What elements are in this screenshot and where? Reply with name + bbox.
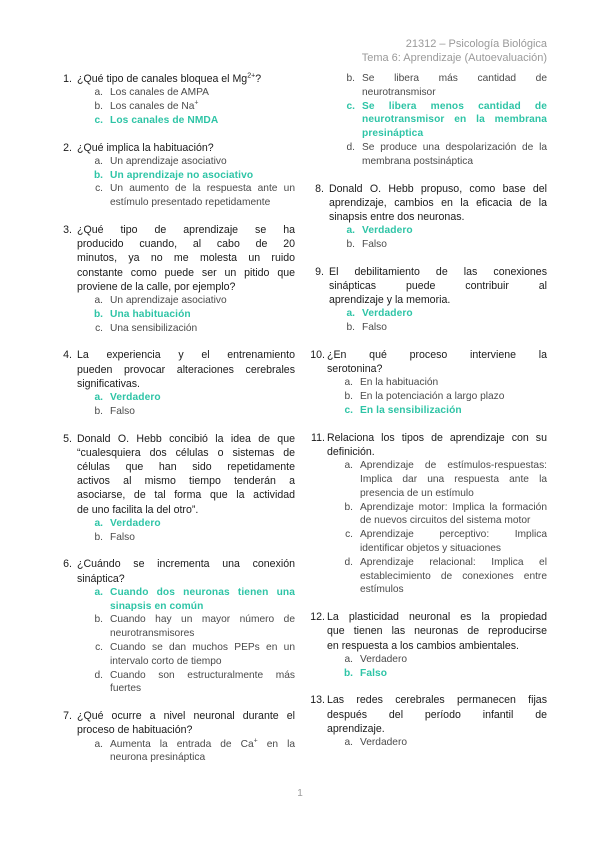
option-text bbox=[110, 391, 295, 405]
options-list bbox=[327, 459, 547, 597]
option-text bbox=[362, 321, 547, 335]
question-line: que tienen las neuronas de reproducirse bbox=[327, 625, 547, 638]
option-letter: a. bbox=[346, 225, 355, 237]
question-text-part: ¿Qué implica la habituación? bbox=[77, 141, 214, 154]
options-list bbox=[327, 376, 547, 417]
option-text-part: Falso bbox=[360, 667, 388, 679]
question-text bbox=[77, 72, 295, 86]
correct-option bbox=[329, 307, 547, 321]
question bbox=[54, 348, 295, 418]
correct-option bbox=[329, 224, 547, 238]
option-letter: b. bbox=[344, 501, 353, 513]
option-letter: a. bbox=[344, 653, 353, 665]
question-line: definición. bbox=[327, 445, 375, 458]
option-letter: a. bbox=[344, 377, 353, 389]
correct-option bbox=[327, 404, 547, 418]
option-text bbox=[110, 308, 295, 322]
option-letter: c. bbox=[344, 404, 353, 416]
topic-title: Tema 6: Aprendizaje (Autoevaluación) bbox=[361, 52, 547, 64]
option-text bbox=[110, 517, 295, 531]
question-body bbox=[327, 610, 547, 680]
option bbox=[329, 72, 547, 100]
option-text bbox=[362, 141, 547, 169]
question-number: 11. bbox=[311, 431, 325, 444]
question-line: significativas. bbox=[77, 377, 140, 390]
option-text bbox=[360, 736, 547, 750]
option-letter: a. bbox=[94, 392, 103, 403]
superscript: + bbox=[194, 99, 199, 107]
question-body bbox=[77, 557, 295, 696]
question-text bbox=[327, 693, 547, 736]
option-text bbox=[110, 405, 295, 419]
option bbox=[77, 182, 295, 210]
option-letter: a. bbox=[94, 295, 103, 306]
question-line: aprendizaje. bbox=[327, 722, 385, 735]
option-text bbox=[360, 459, 547, 500]
option-letter: b. bbox=[94, 405, 103, 417]
question-number: 6. bbox=[63, 558, 72, 571]
option bbox=[77, 294, 295, 308]
option-text-part: Los canales de AMPA bbox=[110, 87, 209, 99]
option-letter: b. bbox=[93, 169, 103, 181]
question-number: 8. bbox=[315, 182, 324, 195]
option-letter: b. bbox=[346, 238, 355, 250]
page-number: 1 bbox=[297, 788, 303, 799]
question-line: sinapsis entre dos neuronas. bbox=[329, 210, 465, 223]
option-text bbox=[360, 556, 547, 597]
option bbox=[77, 669, 295, 697]
option-text-part: Falso bbox=[110, 531, 135, 543]
option-text bbox=[110, 322, 295, 336]
option-text bbox=[360, 667, 547, 681]
option-text-part: En la sensibilización bbox=[360, 404, 462, 416]
option-text bbox=[360, 653, 547, 667]
option-text bbox=[110, 738, 295, 766]
option bbox=[327, 459, 547, 500]
question bbox=[54, 223, 295, 335]
question-line: Donald O. Hebb propuso, como base del bbox=[329, 182, 547, 195]
option bbox=[327, 528, 547, 556]
question bbox=[54, 141, 295, 210]
option-text-part: Un aprendizaje no asociativo bbox=[110, 169, 254, 181]
option-letter: a. bbox=[94, 87, 103, 99]
option-text-part: Una sensibilización bbox=[110, 322, 198, 334]
question-line: en respuesta a los cambios ambientales. bbox=[327, 639, 519, 652]
question bbox=[306, 610, 547, 680]
right-column bbox=[306, 72, 547, 763]
option-text-part: Verdadero bbox=[362, 225, 413, 237]
option-text bbox=[360, 404, 547, 418]
question-line: serotonina? bbox=[327, 363, 383, 376]
question-number: 9. bbox=[315, 265, 324, 278]
option-letter: c. bbox=[95, 322, 103, 334]
question-text bbox=[329, 265, 547, 308]
options-list bbox=[329, 307, 547, 335]
option-text bbox=[110, 294, 295, 308]
option-text bbox=[110, 86, 295, 100]
question bbox=[306, 182, 547, 252]
question-line: ¿Qué ocurre a nivel neuronal durante el bbox=[77, 710, 295, 723]
options-list bbox=[329, 72, 547, 169]
question-line: La plasticidad neuronal es la propiedad bbox=[327, 611, 547, 624]
correct-option bbox=[327, 667, 547, 681]
option-letter: a. bbox=[344, 460, 353, 472]
question-text bbox=[77, 348, 295, 391]
option-letter: a. bbox=[94, 155, 103, 167]
option-text-part: Los canales de Na bbox=[110, 101, 195, 112]
options-list bbox=[77, 586, 295, 696]
question-line: ¿En qué proceso interviene la bbox=[327, 348, 547, 361]
question-number: 7. bbox=[63, 710, 72, 723]
question-number: 5. bbox=[63, 432, 72, 445]
question-line: sinápticas puede contribuir al bbox=[329, 279, 547, 292]
question bbox=[306, 431, 547, 597]
question-text bbox=[77, 141, 295, 155]
option-text bbox=[362, 100, 547, 141]
options-list bbox=[77, 517, 295, 545]
correct-option bbox=[77, 308, 295, 322]
course-title: 21312 – Psicología Biológica bbox=[405, 38, 547, 50]
option-text bbox=[362, 307, 547, 321]
option-text bbox=[110, 613, 295, 641]
question-line: La experiencia y el entrenamiento bbox=[77, 349, 295, 362]
option-letter: d. bbox=[94, 669, 103, 681]
option-text-part: Falso bbox=[362, 322, 387, 334]
option bbox=[77, 322, 295, 336]
question-number bbox=[306, 72, 329, 169]
option-letter: c. bbox=[95, 642, 103, 653]
option-letter: a. bbox=[94, 517, 103, 529]
option-text-part: Aprendizaje relacional: Implica el establecimiento de conexiones entre estímulos bbox=[360, 556, 547, 596]
options-list bbox=[77, 155, 295, 210]
question-body bbox=[77, 709, 295, 765]
option-text-part: Aprendizaje perceptivo: Implica identificar objetos y situaciones bbox=[360, 529, 547, 554]
question-line: pueden provocar alteraciones cerebrales bbox=[77, 363, 295, 376]
correct-option bbox=[77, 586, 295, 614]
option-text bbox=[110, 182, 295, 210]
question-body bbox=[327, 431, 547, 597]
question bbox=[306, 72, 547, 169]
question-body bbox=[327, 348, 547, 418]
option-text-part: En la habituación bbox=[360, 377, 439, 389]
question-body bbox=[327, 693, 547, 749]
option-text bbox=[110, 531, 295, 545]
option-letter: b. bbox=[343, 667, 353, 679]
option-text-part: en la neurona presináptica bbox=[110, 738, 296, 764]
option-text bbox=[360, 390, 547, 404]
option-letter: c. bbox=[95, 183, 103, 195]
question-line: El debilitamiento de las conexiones bbox=[329, 265, 547, 278]
document-header bbox=[362, 37, 547, 65]
option bbox=[327, 376, 547, 390]
correct-option bbox=[77, 114, 295, 128]
left-column bbox=[54, 72, 295, 778]
option-text-part: Verdadero bbox=[362, 308, 413, 320]
question-line: Las redes cerebrales permanecen fijas bbox=[327, 694, 547, 707]
option-text-part: Falso bbox=[362, 238, 387, 250]
option bbox=[329, 238, 547, 252]
question-number: 1. bbox=[63, 73, 72, 85]
option bbox=[329, 321, 547, 335]
options-list bbox=[77, 294, 295, 335]
option-text bbox=[110, 169, 295, 183]
option-text-part: Los canales de NMDA bbox=[110, 114, 219, 126]
correct-option bbox=[329, 100, 547, 141]
option-letter: b. bbox=[346, 73, 355, 84]
option-text bbox=[110, 100, 295, 114]
option-text-part: Cuando dos neuronas tienen una sinapsis en común bbox=[110, 586, 295, 612]
question-line: “cualesquiera dos células o sistemas de bbox=[77, 446, 295, 459]
option bbox=[77, 405, 295, 419]
option-text bbox=[110, 114, 295, 128]
question-line: de uno facilita la del otro”. bbox=[77, 503, 199, 516]
option bbox=[327, 556, 547, 597]
option-text bbox=[362, 238, 547, 252]
option bbox=[327, 653, 547, 667]
question-line: sináptica? bbox=[77, 572, 125, 585]
superscript: 2+ bbox=[247, 72, 256, 80]
question-line: Donald O. Hebb concibió la idea de que bbox=[77, 432, 295, 445]
option bbox=[77, 738, 295, 766]
option bbox=[327, 736, 547, 750]
question-text bbox=[77, 432, 295, 517]
option bbox=[77, 641, 295, 669]
option-text-part: Verdadero bbox=[360, 653, 408, 665]
question-text bbox=[327, 431, 547, 459]
question bbox=[306, 693, 547, 749]
option-text-part: Aprendizaje motor: Implica la formación de nuevos circuitos del sistema motor bbox=[360, 501, 547, 527]
question-line: proviene de la calle, por ejemplo? bbox=[77, 280, 236, 293]
question bbox=[54, 432, 295, 545]
option bbox=[327, 390, 547, 404]
question-body bbox=[77, 348, 295, 418]
question bbox=[54, 709, 295, 765]
question-line: aprendizaje, cambios en la eficacia de la bbox=[329, 196, 547, 209]
option bbox=[77, 100, 295, 114]
question-body bbox=[77, 141, 295, 210]
question-line: proceso de habituación? bbox=[77, 724, 193, 737]
option-text-part: Un aprendizaje asociativo bbox=[110, 295, 227, 306]
option-text bbox=[110, 669, 295, 697]
option-text-part: Un aprendizaje asociativo bbox=[110, 155, 227, 167]
option-text bbox=[360, 501, 547, 529]
question-number: 12. bbox=[310, 611, 325, 624]
question bbox=[54, 72, 295, 128]
question-line: células que han sido repetidamente bbox=[77, 461, 295, 473]
option-letter: a. bbox=[344, 736, 353, 748]
option-text-part: Falso bbox=[110, 405, 135, 417]
question-text bbox=[77, 709, 295, 737]
option bbox=[329, 141, 547, 169]
option-letter: a. bbox=[94, 586, 103, 598]
question-number: 10. bbox=[310, 348, 325, 361]
option-letter: c. bbox=[345, 529, 353, 541]
correct-option bbox=[77, 169, 295, 183]
option-letter: c. bbox=[346, 100, 355, 112]
option-text-part: Verdadero bbox=[110, 517, 161, 529]
option-text bbox=[110, 586, 295, 614]
option-letter: b. bbox=[346, 322, 355, 334]
option-text bbox=[362, 224, 547, 238]
option-letter: b. bbox=[94, 614, 103, 626]
question-text-part: ? bbox=[255, 73, 262, 85]
options-list bbox=[77, 391, 295, 419]
option-text bbox=[360, 376, 547, 390]
question-body bbox=[329, 72, 547, 169]
question-text bbox=[327, 348, 547, 376]
option bbox=[327, 501, 547, 529]
option-text-part: Se libera más cantidad de neurotransmisor bbox=[362, 73, 547, 98]
option-letter: a. bbox=[346, 308, 355, 320]
question-body bbox=[329, 182, 547, 252]
question-number: 13. bbox=[310, 694, 325, 707]
question-line: Relaciona los tipos de aprendizaje con su bbox=[327, 431, 547, 444]
options-list bbox=[327, 736, 547, 750]
option-letter: b. bbox=[94, 531, 103, 543]
option-letter: b. bbox=[93, 308, 103, 320]
correct-option bbox=[77, 517, 295, 531]
option bbox=[77, 155, 295, 169]
option-letter: d. bbox=[344, 556, 353, 568]
question-line: asociarse, de tal forma que la actividad bbox=[77, 489, 295, 502]
option-text-part: Se libera menos cantidad de neurotransmisor en la membrana presináptica bbox=[362, 100, 547, 140]
option-text bbox=[360, 528, 547, 556]
question bbox=[306, 348, 547, 418]
question-number: 3. bbox=[63, 223, 72, 236]
option-text bbox=[362, 72, 547, 100]
question-body bbox=[329, 265, 547, 335]
question-text bbox=[77, 223, 295, 294]
option-text bbox=[110, 641, 295, 669]
option-text-part: Un aumento de la respuesta ante un estímulo presentado repetidamente bbox=[110, 183, 295, 209]
option-letter: b. bbox=[344, 391, 353, 403]
options-list bbox=[77, 738, 295, 766]
option-letter: a. bbox=[94, 738, 103, 750]
question-line: aprendizaje y la memoria. bbox=[329, 294, 451, 307]
question-body bbox=[77, 223, 295, 335]
option bbox=[77, 86, 295, 100]
option-text bbox=[110, 155, 295, 169]
option-text-part: Verdadero bbox=[360, 736, 408, 748]
question-text bbox=[327, 610, 547, 653]
question-text bbox=[329, 182, 547, 225]
question-line: después del período infantil de bbox=[327, 708, 547, 721]
options-list bbox=[329, 224, 547, 252]
option-text-part: Se produce una despolarización de la membrana postsináptica bbox=[362, 141, 547, 167]
question-line: activos al mismo tiempo tenderán a bbox=[77, 475, 295, 488]
option-letter: b. bbox=[94, 101, 103, 112]
option-text-part: Aprendizaje de estímulos-respuestas: Implica dar una respuesta ante la presencia de un estímulo bbox=[360, 460, 547, 499]
question-number: 2. bbox=[63, 141, 72, 154]
option-text-part: Verdadero bbox=[110, 392, 161, 403]
question bbox=[306, 265, 547, 335]
correct-option bbox=[77, 391, 295, 405]
option bbox=[77, 531, 295, 545]
question-text bbox=[77, 557, 295, 585]
question-line: constante como puede ser un pitido que bbox=[77, 266, 295, 279]
option-text-part: Una habituación bbox=[110, 308, 191, 320]
option-text-part: Cuando hay un mayor número de neurotransmisores bbox=[110, 614, 295, 640]
options-list bbox=[327, 653, 547, 681]
question-body bbox=[77, 432, 295, 545]
option-text-part: Aumenta la entrada de Ca bbox=[110, 738, 254, 750]
question-line: producido cuando, al cabo de 20 bbox=[77, 238, 295, 251]
question-body bbox=[77, 72, 295, 128]
question bbox=[54, 557, 295, 696]
option-text-part: En la potenciación a largo plazo bbox=[360, 391, 505, 403]
question-line: ¿Qué tipo de aprendizaje se ha bbox=[77, 223, 295, 236]
option-text-part: Cuando se dan muchos PEPs en un intervalo corto de tiempo bbox=[110, 642, 295, 667]
option bbox=[77, 613, 295, 641]
question-number: 4. bbox=[63, 349, 72, 362]
superscript: + bbox=[253, 737, 258, 745]
option-letter: d. bbox=[346, 141, 355, 153]
question-line: minutos, ya no me molesta un ruido bbox=[77, 252, 295, 265]
options-list bbox=[77, 86, 295, 127]
question-text-part: ¿Qué tipo de canales bloquea el Mg bbox=[77, 73, 248, 85]
question-line: ¿Cuándo se incrementa una conexión bbox=[77, 558, 295, 571]
option-letter: c. bbox=[94, 114, 103, 126]
option-text-part: Cuando son estructuralmente más fuertes bbox=[110, 669, 295, 695]
